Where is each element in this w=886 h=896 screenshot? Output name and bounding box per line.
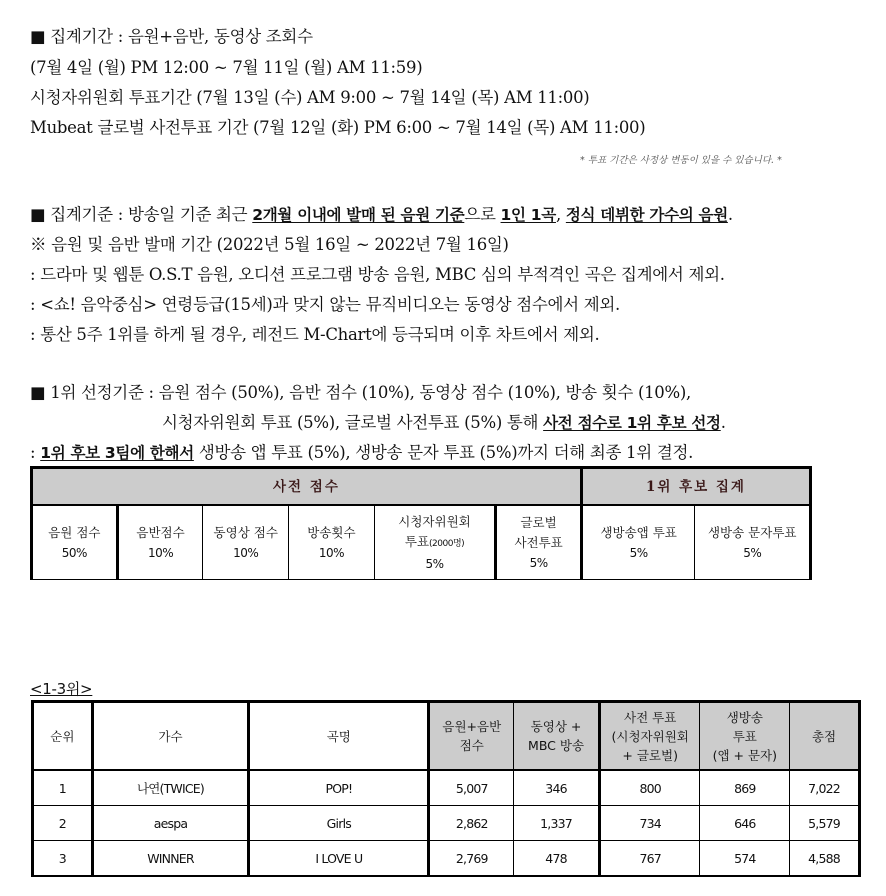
- weight-pct: 10%: [147, 545, 174, 560]
- cell-video: 1,337: [514, 806, 600, 841]
- weight-label: 음반점수: [136, 524, 185, 540]
- header-artist: 가수: [92, 702, 248, 771]
- cell-digital: 2,769: [429, 841, 514, 877]
- group-header-candidate: 1위 후보 집계: [581, 468, 810, 506]
- criteria-heading-prefix: 집계기준 : 방송일 기준 최근: [50, 205, 253, 224]
- weight-cell-digital: [32, 505, 118, 580]
- header-line: 동영상 +: [530, 719, 582, 734]
- header-line: (앱 + 문자): [712, 747, 777, 763]
- criteria-heading: [30, 205, 733, 225]
- cell-artist: aespa: [92, 806, 248, 841]
- cell-prevote: 734: [599, 806, 700, 841]
- weight-label: 음원 점수: [48, 524, 101, 540]
- cell-digital: 5,007: [429, 770, 514, 806]
- cell-total: 4,588: [790, 841, 860, 877]
- header-line: 투표: [732, 728, 757, 744]
- weight-label-count: (2000명): [429, 538, 465, 549]
- cell-video: 478: [514, 841, 600, 877]
- criteria-heading-end: .: [727, 205, 733, 224]
- cell-rank: 3: [33, 841, 93, 877]
- cell-artist: WINNER: [92, 841, 248, 877]
- weight-pct: 10%: [233, 545, 259, 560]
- criteria-release-period: ※ 음원 및 음반 발매 기간 (2022년 5월 16일 ~ 2022년 7월 16일): [30, 235, 509, 254]
- cell-live: 574: [700, 841, 790, 877]
- weight-label-extra: 사전투표: [514, 534, 563, 550]
- selection-line1-text: 1위 선정기준 : 음원 점수 (50%), 음반 점수 (10%), 동영상 점수 (10%), 방송 횟수 (10%),: [50, 383, 691, 402]
- criteria-exclusion-legend: : 통산 5주 1위를 하게 될 경우, 레전드 M-Chart에 등극되며 이후 차트에서 제외.: [30, 325, 600, 344]
- weight-pct: 10%: [318, 545, 344, 560]
- selection-line3-rest: 생방송 앱 투표 (5%), 생방송 문자 투표 (5%)까지 더해 최종 1위 결정.: [193, 443, 694, 462]
- criteria-heading-comma: ,: [555, 205, 566, 224]
- header-digital-album: [429, 702, 514, 771]
- header-line: 생방송: [726, 709, 763, 725]
- criteria-heading-mid: 으로: [464, 205, 501, 224]
- criteria-emphasis-one-song: 1인 1곡: [500, 206, 556, 224]
- header-live-vote: [700, 702, 790, 771]
- cell-total: 7,022: [790, 770, 860, 806]
- header-prevote: [599, 702, 700, 771]
- cell-total: 5,579: [790, 806, 860, 841]
- weight-label: 글로벌: [520, 514, 557, 530]
- cell-live: 869: [700, 770, 790, 806]
- weight-cell-committee: [374, 505, 496, 580]
- weight-pct: 5%: [629, 545, 648, 560]
- criteria-exclusion-age: : <쇼! 음악중심> 연령등급(15세)과 맞지 않는 뮤직비디오는 동영상 점수에서 제외.: [30, 295, 620, 314]
- criteria-emphasis-period: 2개월 이내에 발매 된 음원 기준: [252, 206, 465, 224]
- weight-label: 생방송 문자투표: [707, 524, 797, 540]
- selection-line1: [30, 383, 691, 403]
- period-line-committee: 시청자위원회 투표기간 (7월 13일 (수) AM 9:00 ~ 7월 14일 (목) AM 11:00): [30, 88, 590, 107]
- weight-label-extra: 투표: [404, 533, 430, 549]
- score-weight-table: [30, 466, 812, 580]
- selection-line2-end: .: [720, 413, 726, 432]
- header-rank: 순위: [33, 702, 93, 771]
- criteria-exclusion-ost: : 드라마 및 웹툰 O.S.T 음원, 오디션 프로그램 방송 음원, MBC 심의 부적격인 곡은 집계에서 제외.: [30, 265, 725, 284]
- period-line-mubeat: Mubeat 글로벌 사전투표 기간 (7월 12일 (화) PM 6:00 ~ 7월 14일 (목) AM 11:00): [30, 118, 646, 137]
- period-line-chart: (7월 4일 (월) PM 12:00 ~ 7월 11일 (월) AM 11:59): [30, 58, 423, 77]
- table-row: [33, 841, 860, 877]
- cell-rank: 1: [33, 770, 93, 806]
- weight-pct: 5%: [425, 556, 444, 571]
- weight-label: 방송횟수: [307, 524, 356, 540]
- table-row: [33, 806, 860, 841]
- cell-song: POP!: [249, 770, 429, 806]
- weight-pct: 50%: [61, 545, 87, 560]
- table-row: [33, 770, 860, 806]
- header-line: 사전 투표: [624, 709, 677, 725]
- header-line: 점수: [459, 738, 484, 753]
- criteria-emphasis-debut: 정식 데뷔한 가수의 음원: [565, 206, 728, 224]
- cell-prevote: 767: [599, 841, 700, 877]
- group-header-prescore: 사전 점수: [32, 468, 582, 506]
- weight-cell-live-sms: [695, 505, 811, 580]
- header-line: (시청자위원회: [611, 728, 689, 744]
- weight-cell-global: [496, 505, 582, 580]
- weight-cell-video: [203, 505, 289, 580]
- header-song: 곡명: [249, 702, 429, 771]
- header-line: 음원+음반: [442, 719, 502, 734]
- header-line: MBC 방송: [528, 738, 585, 753]
- cell-song: I LOVE U: [249, 841, 429, 877]
- weight-cell-broadcast: [289, 505, 375, 580]
- selection-emphasis-candidate: 사전 점수로 1위 후보 선정: [543, 414, 721, 432]
- header-total: 총점: [790, 702, 860, 771]
- cell-digital: 2,862: [429, 806, 514, 841]
- weight-cell-live-app: [581, 505, 695, 580]
- square-bullet-icon: ■: [30, 383, 46, 402]
- weight-pct: 5%: [743, 545, 762, 560]
- cell-live: 646: [700, 806, 790, 841]
- cell-video: 346: [514, 770, 600, 806]
- weight-pct: 5%: [529, 555, 548, 570]
- ranking-table: [31, 700, 861, 877]
- selection-line2: [162, 413, 726, 433]
- selection-line3-colon: :: [30, 443, 41, 462]
- cell-prevote: 800: [599, 770, 700, 806]
- weight-label: 생방송앱 투표: [600, 524, 677, 540]
- cell-song: Girls: [249, 806, 429, 841]
- weight-label: 동영상 점수: [213, 524, 278, 540]
- period-heading: [30, 27, 313, 47]
- cell-artist: 나연(TWICE): [92, 770, 248, 806]
- selection-line3: [30, 443, 693, 463]
- weight-cell-album: [117, 505, 203, 580]
- ranking-caption: <1-3위>: [30, 680, 93, 698]
- cell-rank: 2: [33, 806, 93, 841]
- selection-emphasis-top3: 1위 후보 3팀에 한해서: [40, 444, 194, 462]
- period-heading-text: 집계기간 : 음원+음반, 동영상 조회수: [50, 27, 313, 46]
- selection-line2-prefix: 시청자위원회 투표 (5%), 글로벌 사전투표 (5%) 통해: [162, 413, 544, 432]
- square-bullet-icon: ■: [30, 205, 46, 224]
- square-bullet-icon: ■: [30, 27, 46, 46]
- header-video-broadcast: [514, 702, 600, 771]
- weight-label: 시청자위원회: [398, 513, 471, 529]
- period-note: * 투표 기간은 사정상 변동이 있을 수 있습니다. *: [580, 155, 782, 166]
- header-line: + 글로벌): [622, 747, 678, 763]
